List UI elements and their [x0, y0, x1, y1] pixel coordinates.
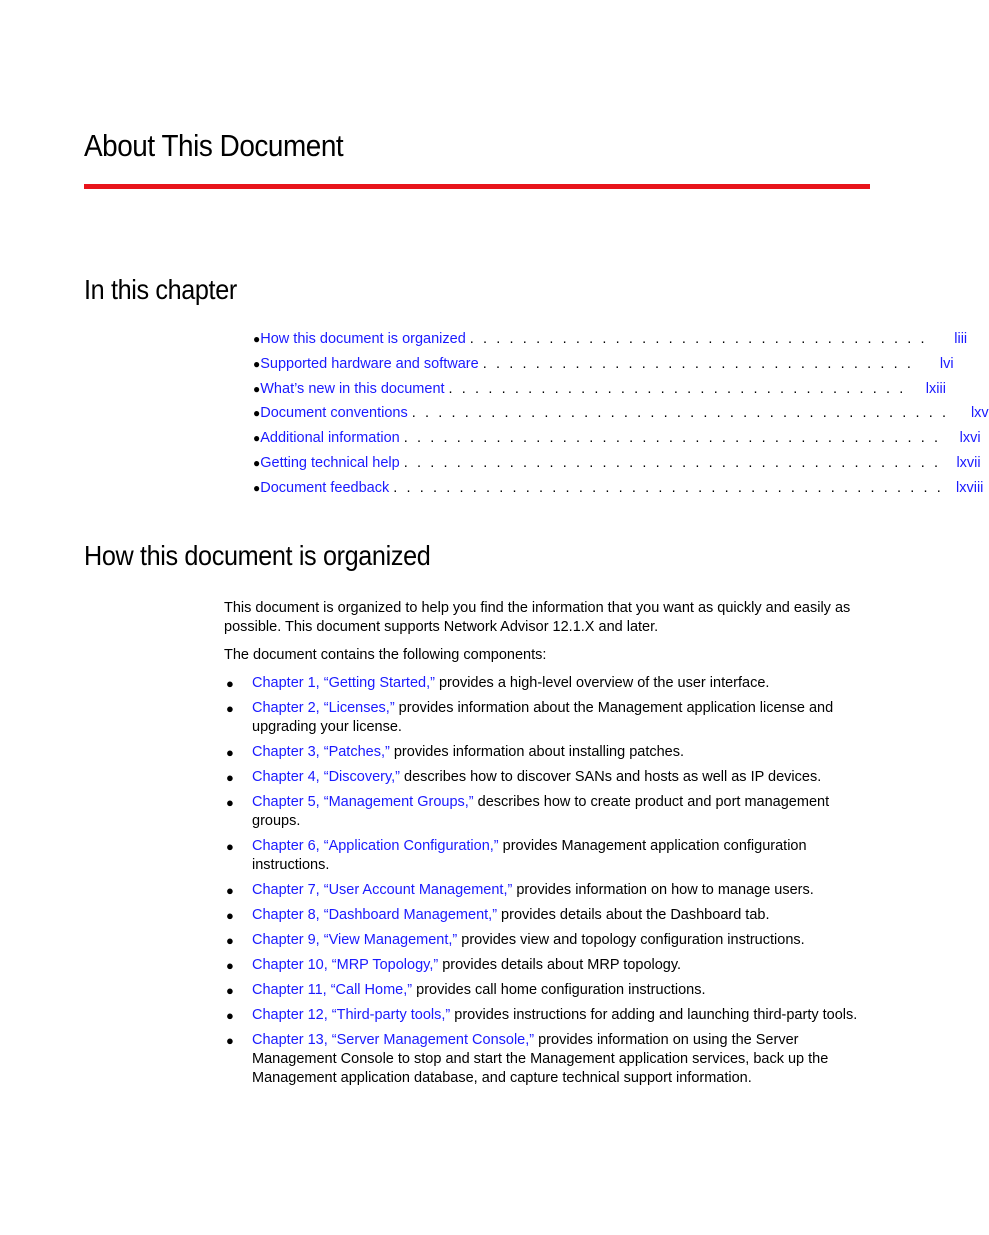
list-item — [224, 699, 870, 737]
toc-link[interactable]: Supported hardware and software — [260, 355, 479, 372]
bullet-icon: ● — [226, 983, 234, 998]
toc-leader: . . . . . . . . . . . . . . . . . . . . . . . . . . . . . . . . . . . — [448, 380, 906, 397]
chapter-toc — [253, 331, 989, 505]
chapter-description: provides information on how to manage users. — [512, 882, 814, 898]
list-item — [224, 881, 870, 900]
toc-page-link[interactable]: lvi — [939, 355, 954, 372]
list-item — [224, 1006, 870, 1025]
section-heading-organization: How this document is organized — [84, 540, 431, 571]
chapter-link[interactable]: Chapter 12, “Third-party tools,” — [252, 1007, 451, 1023]
bullet-icon: ● — [226, 676, 234, 691]
toc-page-link[interactable]: liii — [954, 331, 968, 347]
bullet-icon: ● — [226, 839, 234, 854]
toc-item — [253, 331, 968, 356]
list-item — [224, 1031, 870, 1088]
bullet-icon: ● — [253, 480, 261, 495]
toc-page-link[interactable]: lxviii — [956, 479, 984, 496]
components-intro: The document contains the following components: — [224, 647, 547, 663]
chapter-link[interactable]: Chapter 13, “Server Management Console,” — [252, 1032, 535, 1048]
bullet-icon: ● — [226, 1033, 234, 1048]
list-item — [224, 674, 870, 693]
toc-leader: . . . . . . . . . . . . . . . . . . . . . . . . . . . . . . . . . . . . . . . . . — [411, 405, 949, 422]
toc-leader: . . . . . . . . . . . . . . . . . . . . . . . . . . . . . . . . . . . . . . . . . . — [393, 479, 944, 496]
toc-link[interactable]: What’s new in this document — [260, 380, 445, 397]
toc-item — [253, 355, 954, 381]
chapter-link[interactable]: Chapter 5, “Management Groups,” — [252, 794, 474, 810]
bullet-icon: ● — [253, 406, 261, 421]
chapter-link[interactable]: Chapter 9, “View Management,” — [252, 932, 458, 948]
bullet-icon: ● — [226, 883, 234, 898]
intro-paragraph: This document is organized to help you find the information that you want as quickly and easily as possible. This document supports Network Advisor 12.1.X and later. — [224, 600, 851, 635]
list-item — [224, 956, 870, 975]
toc-link[interactable]: Getting technical help — [260, 454, 400, 471]
bullet-icon: ● — [253, 431, 261, 446]
chapter-description: provides information about installing patches. — [389, 744, 685, 760]
bullet-icon: ● — [226, 795, 234, 810]
bullet-icon: ● — [226, 1008, 234, 1023]
list-item — [224, 981, 870, 1000]
toc-link[interactable]: Document conventions — [260, 405, 408, 422]
chapter-description: provides view and topology configuration instructions. — [457, 932, 805, 948]
toc-page-link[interactable]: lxvii — [956, 454, 981, 471]
section-heading-in-this-chapter: In this chapter — [84, 274, 237, 305]
chapter-link[interactable]: Chapter 1, “Getting Started,” — [252, 675, 435, 691]
chapter-description: provides details about the Dashboard tab. — [497, 907, 770, 923]
bullet-icon: ● — [253, 332, 261, 346]
bullet-icon: ● — [226, 770, 234, 785]
bullet-icon: ● — [226, 908, 234, 923]
chapter-description: describes how to create product and port management groups. — [252, 794, 830, 829]
list-item — [224, 837, 870, 875]
chapter-link[interactable]: Chapter 4, “Discovery,” — [252, 769, 400, 785]
chapter-link[interactable]: Chapter 6, “Application Configuration,” — [252, 838, 499, 854]
bullet-icon: ● — [226, 745, 234, 760]
toc-item — [253, 479, 984, 505]
bullet-icon: ● — [253, 455, 261, 470]
toc-item — [253, 430, 981, 455]
list-item — [224, 931, 870, 950]
toc-leader: . . . . . . . . . . . . . . . . . . . . . . . . . . . . . . . . . — [482, 355, 914, 372]
chapter-description: provides information about the Management application license and upgrading your license. — [252, 700, 834, 735]
chapter-description: provides Management application configuration instructions. — [252, 838, 807, 873]
toc-page-link[interactable]: lxv — [970, 405, 989, 422]
chapter-description: provides instructions for adding and launching third-party tools. — [450, 1007, 858, 1023]
list-item — [224, 768, 870, 787]
list-item — [224, 793, 870, 831]
toc-leader: . . . . . . . . . . . . . . . . . . . . . . . . . . . . . . . . . . . — [469, 331, 928, 347]
components-list — [224, 674, 870, 1088]
toc-leader: . . . . . . . . . . . . . . . . . . . . . . . . . . . . . . . . . . . . . . . . . — [403, 454, 941, 471]
chapter-link[interactable]: Chapter 11, “Call Home,” — [252, 982, 413, 998]
chapter-description: provides information on using the Server Management Console to stop and start the Management application services, back up the Management application database, and capture technical support information. — [252, 1032, 829, 1086]
chapter-link[interactable]: Chapter 10, “MRP Topology,” — [252, 957, 439, 973]
bullet-icon: ● — [226, 933, 234, 948]
toc-item — [253, 454, 981, 480]
chapter-description: provides call home configuration instructions. — [412, 982, 706, 998]
toc-page-link[interactable]: lxiii — [925, 380, 946, 397]
chapter-link[interactable]: Chapter 7, “User Account Management,” — [252, 882, 513, 898]
chapter-description: provides a high-level overview of the user interface. — [434, 675, 770, 691]
toc-item — [253, 380, 946, 406]
bullet-icon: ● — [253, 381, 261, 396]
toc-page-link[interactable]: lxvi — [959, 430, 981, 447]
bullet-icon: ● — [226, 701, 234, 716]
bullet-icon: ● — [226, 958, 234, 973]
toc-link[interactable]: Additional information — [260, 430, 400, 447]
toc-link[interactable]: Document feedback — [260, 479, 390, 496]
organization-body — [224, 599, 870, 1094]
chapter-description: provides details about MRP topology. — [438, 957, 682, 973]
list-item — [224, 906, 870, 925]
list-item — [224, 743, 870, 762]
toc-link[interactable]: How this document is organized — [260, 331, 466, 347]
title-rule — [84, 184, 870, 189]
chapter-link[interactable]: Chapter 3, “Patches,” — [252, 744, 390, 760]
bullet-icon: ● — [253, 356, 261, 371]
toc-item — [253, 405, 989, 430]
page-title: About This Document — [84, 128, 344, 163]
toc-leader: . . . . . . . . . . . . . . . . . . . . . . . . . . . . . . . . . . . . . . . . . — [403, 430, 941, 447]
chapter-link[interactable]: Chapter 8, “Dashboard Management,” — [252, 907, 498, 923]
chapter-link[interactable]: Chapter 2, “Licenses,” — [252, 700, 395, 716]
chapter-description: describes how to discover SANs and hosts as well as IP devices. — [400, 769, 822, 785]
